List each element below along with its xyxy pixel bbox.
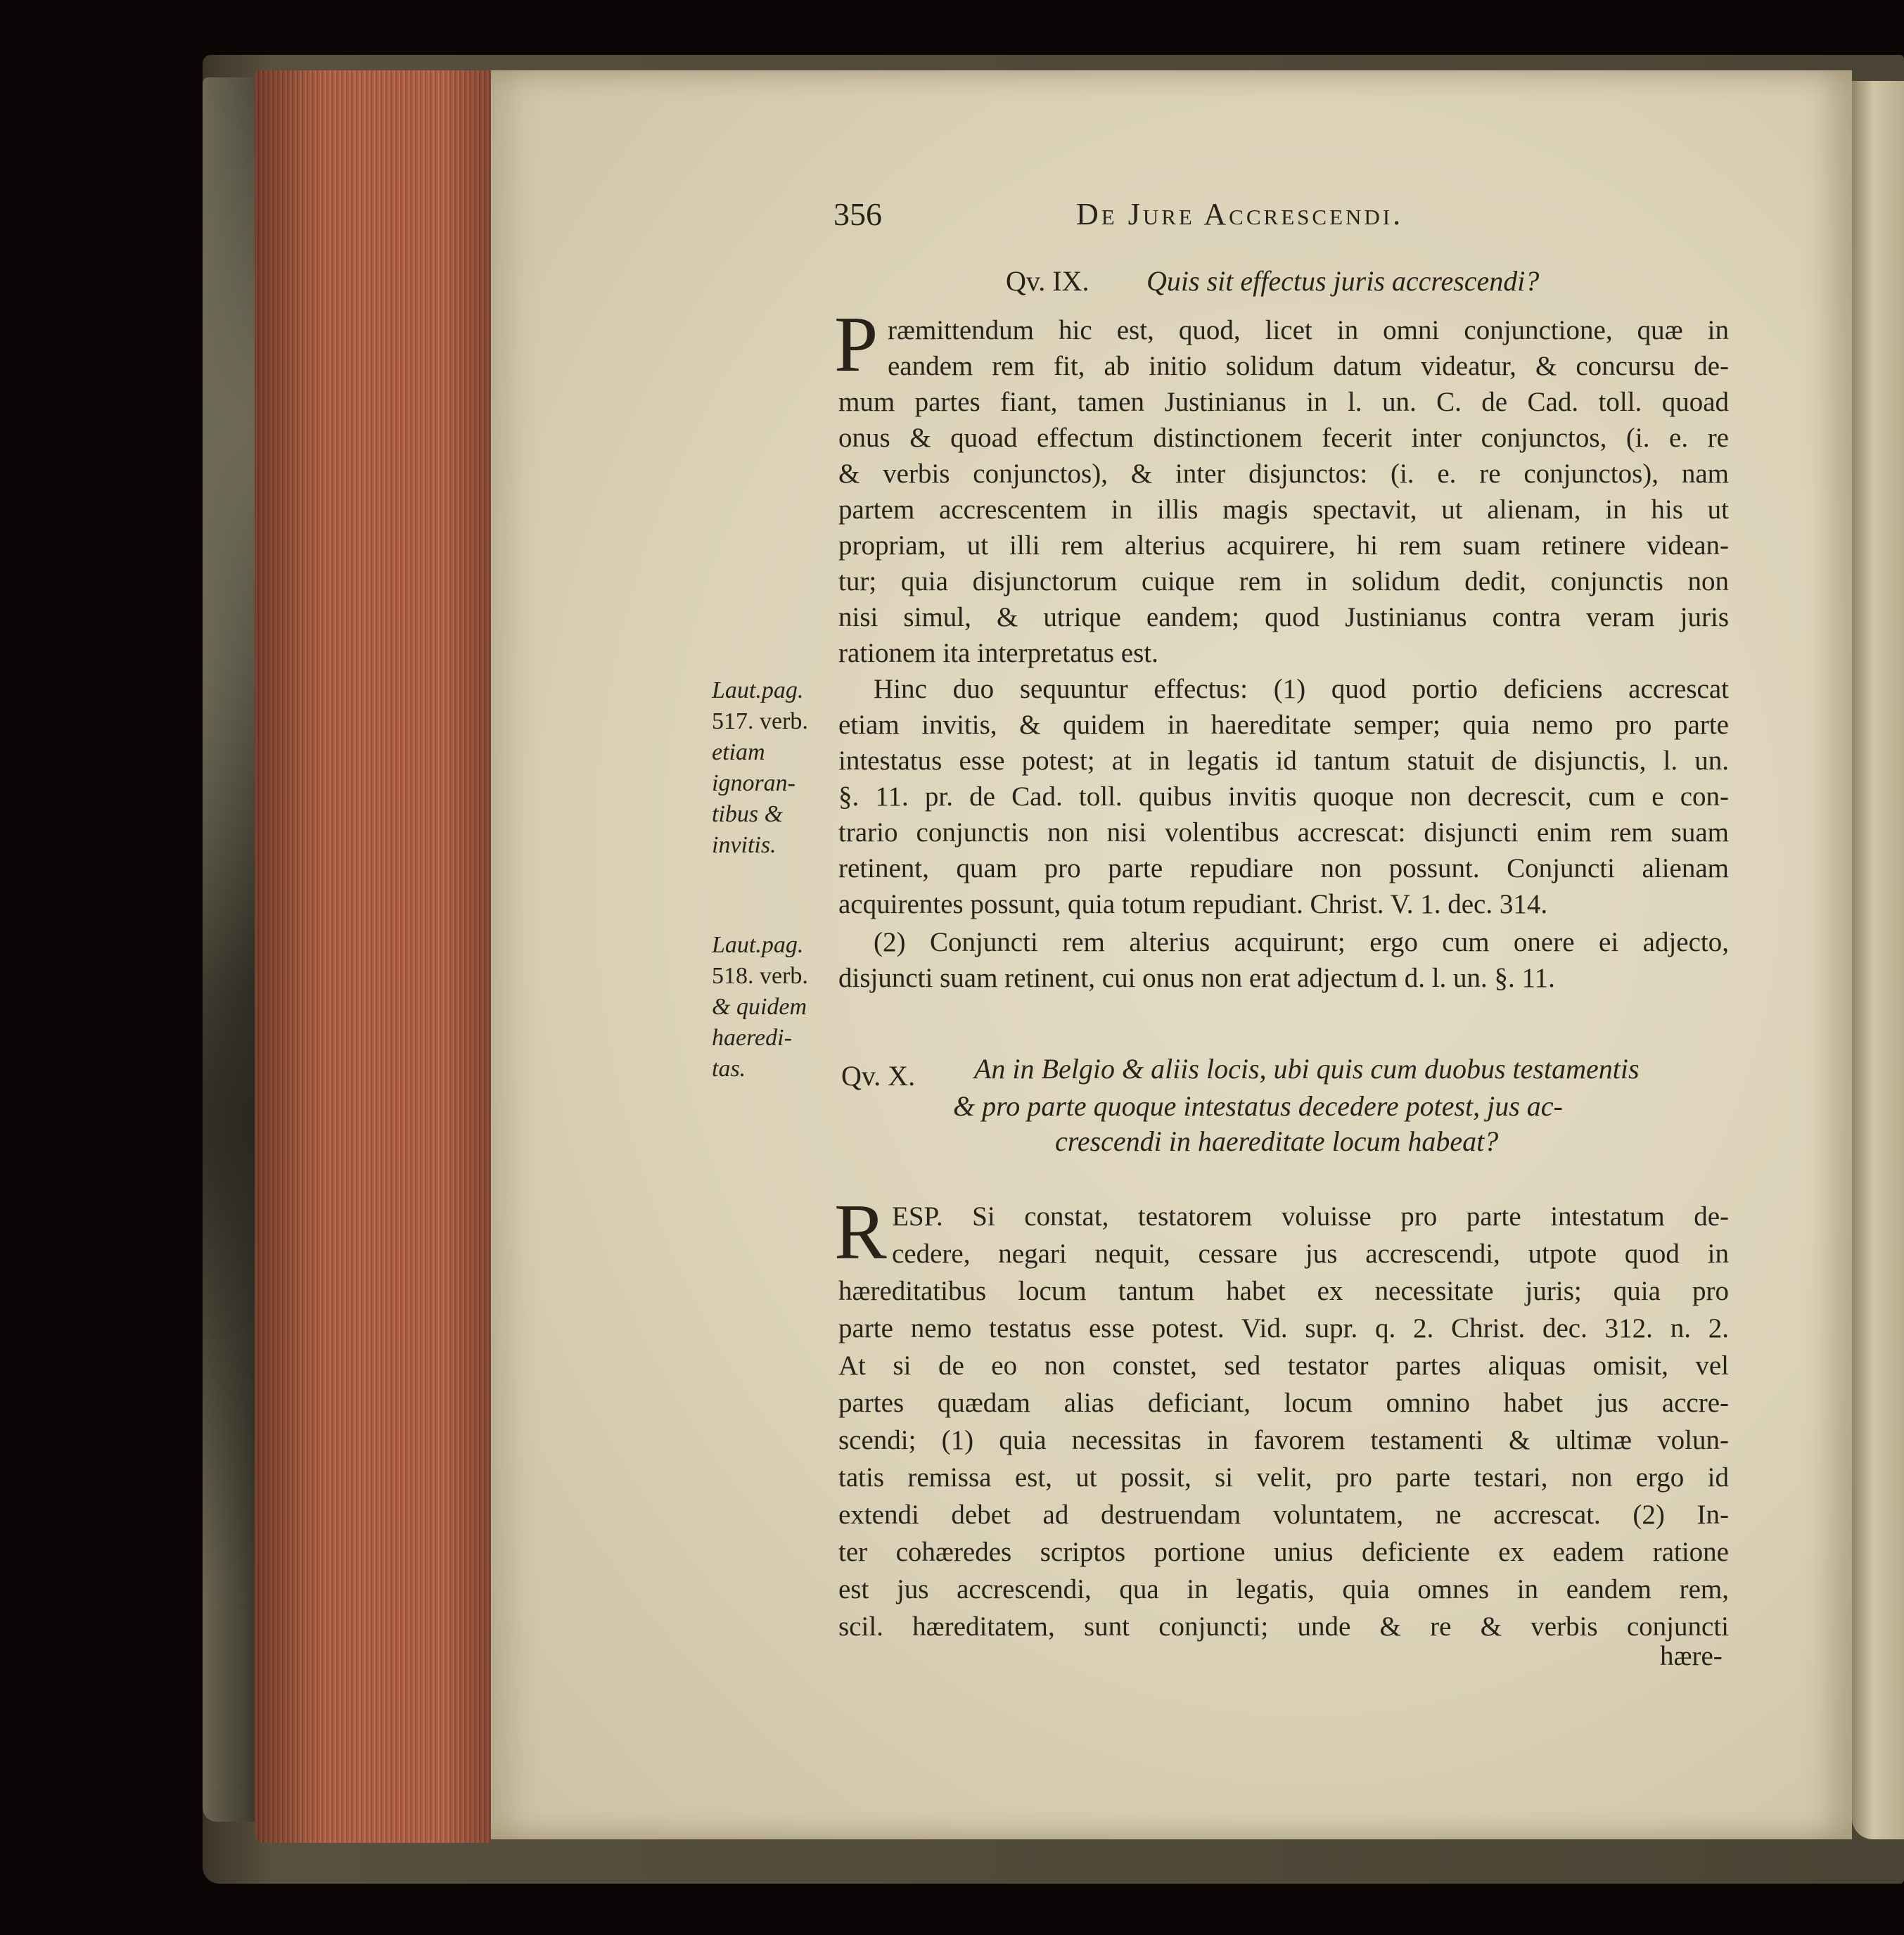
margin-note-line: tibus & xyxy=(712,801,784,827)
q9-text-line: eandem rem fit, ab initio solidum datum videatur, & concursu de- xyxy=(888,351,1729,381)
q10-text-line: est jus accrescendi, qua in legatis, quia omnes in eandem rem, xyxy=(838,1574,1729,1604)
q9-text-line: etiam invitis, & quidem in haereditate semper; quia nemo pro parte xyxy=(838,710,1729,740)
facing-page-edge xyxy=(1852,81,1904,1839)
q9-text-line: nisi simul, & utrique eandem; quod Justinianus contra veram juris xyxy=(838,602,1729,632)
drop-cap-r: R xyxy=(834,1189,887,1276)
margin-note-line: tas. xyxy=(712,1056,746,1082)
q9-text-line: mum partes fiant, tamen Justinianus in l. un. C. de Cad. toll. quoad xyxy=(838,387,1729,417)
question-10-title-line-2: & pro parte quoque intestatus decedere potest, jus ac- xyxy=(953,1090,1563,1122)
q9-text-line: ræmittendum hic est, quod, licet in omni conjunctione, quæ in xyxy=(888,315,1729,345)
margin-note-line: Laut.pag. xyxy=(712,677,804,703)
margin-note-line: Laut.pag. xyxy=(712,932,804,958)
q10-text-line: At si de eo non constet, sed testator partes aliquas omisit, vel xyxy=(838,1350,1729,1381)
question-10-title-line-3: crescendi in haereditate locum habeat? xyxy=(1055,1125,1499,1157)
drop-cap-p: P xyxy=(834,301,878,388)
q10-text-line: scendi; (1) quia necessitas in favorem testamenti & ultimæ volun- xyxy=(838,1425,1729,1455)
running-head: De Jure Accrescendi. xyxy=(1076,197,1404,231)
q9-text-line: partem accrescentem in illis magis spectavit, ut alienam, in his ut xyxy=(838,494,1729,525)
q9-text-line: propriam, ut illi rem alterius acquirere, hi rem suam retinere videan- xyxy=(838,530,1729,561)
q9-text-line: retinent, quam pro parte repudiare non possunt. Conjuncti alienam xyxy=(838,853,1729,883)
margin-note-line: etiam xyxy=(712,739,765,765)
margin-note-line: invitis. xyxy=(712,832,777,858)
question-9-label: Qv. IX. xyxy=(1006,265,1090,297)
margin-note-line: haeredi- xyxy=(712,1025,792,1051)
q10-text-line: cedere, negari nequit, cessare jus accrescendi, utpote quod in xyxy=(892,1239,1729,1269)
q9-text-line: trario conjunctis non nisi volentibus accrescat: disjuncti enim rem suam xyxy=(838,817,1729,848)
q10-text-line: tatis remissa est, ut possit, si velit, pro parte testari, non ergo id xyxy=(838,1462,1729,1493)
q10-text-line: partes quædam alias deficiant, locum omnino habet jus accre- xyxy=(838,1388,1729,1418)
q9-text-line: Hinc duo sequuntur effectus: (1) quod portio deficiens accrescat xyxy=(874,674,1729,704)
q10-text-line: parte nemo testatus esse potest. Vid. supr. q. 2. Christ. dec. 312. n. 2. xyxy=(838,1313,1729,1343)
question-9-title: Quis sit effectus juris accrescendi? xyxy=(1146,265,1540,297)
q10-text-line: extendi debet ad destruendam voluntatem, ne accrescat. (2) In- xyxy=(838,1500,1729,1530)
q9-text-line: tur; quia disjunctorum cuique rem in solidum dedit, conjunctis non xyxy=(838,566,1729,596)
catchword: hære- xyxy=(1660,1641,1723,1671)
question-10-label: Qv. X. xyxy=(841,1060,916,1092)
q9-text-line: & verbis conjunctos), & inter disjunctos: (i. e. re conjunctos), nam xyxy=(838,459,1729,489)
q9-text-line: intestatus esse potest; at in legatis id tantum statuit de disjunctis, l. un. xyxy=(838,746,1729,776)
q9-text-line: onus & quoad effectum distinctionem fecerit inter conjunctos, (i. e. re xyxy=(838,423,1729,453)
q10-text-line: hæreditatibus locum tantum habet ex necessitate juris; quia pro xyxy=(838,1276,1729,1306)
q10-text-line: ter cohæredes scriptos portione unius deficiente ex eadem ratione xyxy=(838,1537,1729,1567)
q9-text-line: §. 11. pr. de Cad. toll. quibus invitis quoque non decrescit, cum e con- xyxy=(838,781,1729,812)
margin-note-line: 517. verb. xyxy=(712,708,808,734)
q9-text-line: rationem ita interpretatus est. xyxy=(838,638,1158,668)
margin-note-line: ignoran- xyxy=(712,770,796,796)
q10-text-line: ESP. Si constat, testatorem voluisse pro parte intestatum de- xyxy=(892,1201,1729,1232)
page-edge-shading xyxy=(255,70,491,1843)
margin-note-line: & quidem xyxy=(712,994,807,1020)
q9-text-line: disjuncti suam retinent, cui onus non erat adjectum d. l. un. §. 11. xyxy=(838,963,1555,993)
q9-text-line: (2) Conjuncti rem alterius acquirunt; ergo cum onere ei adjecto, xyxy=(874,927,1729,957)
q10-text-line: scil. hæreditatem, sunt conjuncti; unde & re & verbis conjuncti xyxy=(838,1611,1729,1642)
question-10-title-line-1: An in Belgio & aliis locis, ubi quis cum duobus testamentis xyxy=(974,1053,1640,1085)
q9-text-line: acquirentes possunt, quia totum repudiant. Christ. V. 1. dec. 314. xyxy=(838,889,1548,919)
margin-note-line: 518. verb. xyxy=(712,963,808,989)
page-number: 356 xyxy=(833,196,882,232)
